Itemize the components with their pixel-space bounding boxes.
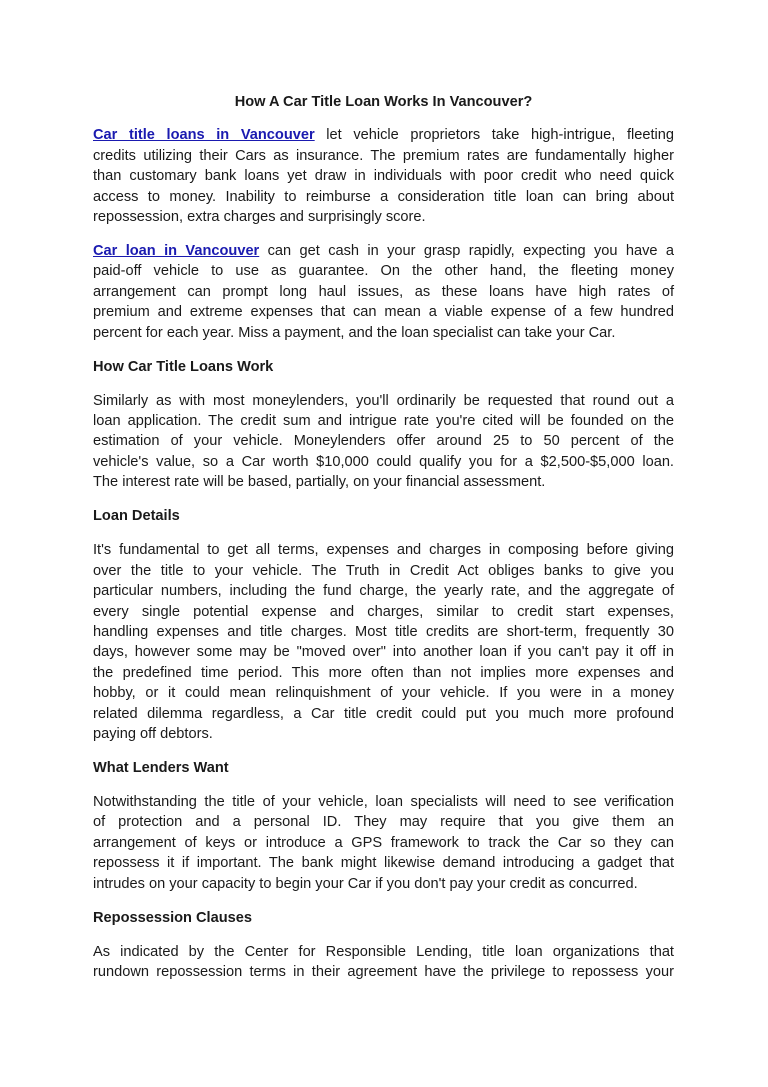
paragraph [93,125,674,227]
document-title: How A Car Title Loan Works In Vancouver? [234,94,533,110]
text-line: repossession, extra charges and surprisingly score. [93,209,426,226]
text-fragment: can get cash in your grasp rapidly, expecting you have a [259,243,674,260]
text-line: The interest rate will be based, partially, on your financial assessment. [93,474,546,491]
document-body [93,125,674,982]
text-line: arrangement of keys or introduce a GPS framework to track the Car so they can [93,834,674,851]
paragraph [93,792,674,894]
hyperlink[interactable]: Car loan in Vancouver [93,243,260,260]
text-line: premium and extreme expenses that can mean a viable expense of a few hundred [93,304,674,321]
text-line: vehicle's value, so a Car worth $10,000 could qualify you for a $2,500-$5,000 loan. [93,453,674,470]
text-line: loan application. The credit sum and intrigue rate you're cited will be founded on the [93,413,674,430]
text-line: As indicated by the Center for Responsible Lending, title loan organizations that [93,943,674,960]
text-line: It's fundamental to get all terms, expenses and charges in composing before giving [93,542,674,559]
section-heading: Loan Details [93,508,180,525]
text-line: hobby, or it could mean relinquishment of your vehicle. If you were in a money [93,685,674,702]
paragraph [93,540,674,744]
text-fragment: let vehicle proprietors take high-intrigue, fleeting [314,127,675,144]
text-line: particular numbers, including the fund charge, the yearly rate, and the aggregate of [93,583,674,600]
text-line: every single potential expense and charges, similar to credit start expenses, [93,603,674,620]
paragraph [93,391,674,493]
text-line: paid-off vehicle to use as guarantee. On the other hand, the fleeting money [93,263,674,280]
text-line: the predefined time period. This more often than not implies more expenses and [93,664,674,681]
text-line: of protection and a personal ID. They may require that you give them an [93,814,674,831]
text-line: than customary bank loans yet draw in individuals with poor credit who need quick [93,168,674,185]
text-line: intrudes on your capacity to begin your Car if you don't pay your credit as concurred. [93,875,638,892]
document-page [93,92,674,996]
section-heading: Repossession Clauses [93,909,252,926]
text-line: handling expenses and title charges. Most title credits are short-term, frequently 30 [93,623,674,640]
text-line: paying off debtors. [93,725,213,742]
text-line: rundown repossession terms in their agreement have the privilege to repossess your [93,963,674,980]
text-line: days, however some may be "moved over" into another loan if you can't pay it off in [93,644,674,661]
text-line [93,241,674,261]
text-line: arrangement can prompt long haul issues, as these loans have high rates of [93,283,674,300]
text-line: Similarly as with most moneylenders, you'll ordinarily be requested that round out a [93,392,674,409]
text-line: access to money. Inability to reimburse a consideration title loan can bring about [93,188,674,205]
text-line: percent for each year. Miss a payment, and the loan specialist can take your Car. [93,324,616,341]
paragraph [93,942,674,983]
text-line: over the title to your vehicle. The Truth in Credit Act obliges banks to give you [93,562,674,579]
section-heading: How Car Title Loans Work [93,358,274,375]
text-line: credits utilizing their Cars as insurance. The premium rates are fundamentally higher [93,147,674,164]
paragraph [93,241,674,343]
hyperlink[interactable]: Car title loans in Vancouver [93,127,315,144]
text-line [93,125,674,145]
section-heading: What Lenders Want [93,759,229,776]
text-line: repossess it if important. The bank might likewise demand introducing a gadget that [93,855,674,872]
text-line: Notwithstanding the title of your vehicle, loan specialists will need to see verification [93,793,674,810]
text-line: related dilemma regardless, a Car title credit could put you much more profound [93,705,674,722]
text-line: estimation of your vehicle. Moneylenders offer around 25 to 50 percent of the [93,433,674,450]
